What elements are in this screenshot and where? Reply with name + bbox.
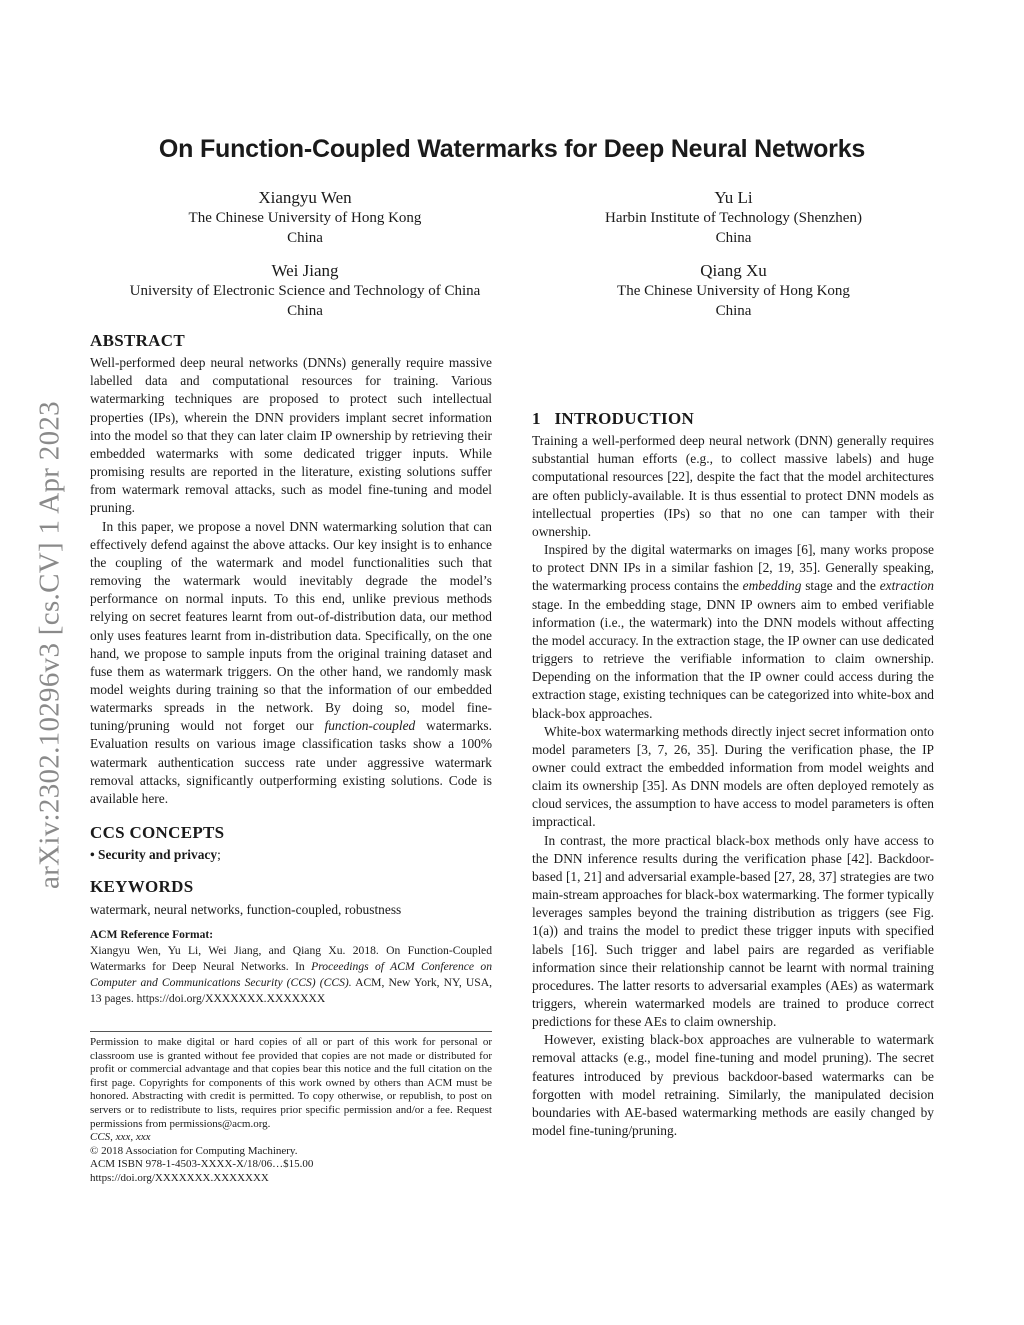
- intro-paragraph: Training a well-performed deep neural network (DNN) generally requires substantial human efforts (e.g., to collect massive labels) and huge computational resources [22], despite the fact that the model architectures are often publicly-available. It is thus essential to protect DNN models as intellectual properties (IPs) so that no one can tamper with their ownership.: [532, 433, 934, 539]
- isbn: ACM ISBN 978-1-4503-XXXX-X/18/06…$15.00: [90, 1158, 314, 1171]
- keywords-heading: KEYWORDS: [90, 877, 194, 897]
- right-column: [532, 410, 934, 1140]
- text-span: watermarks. Evaluation results on various image classification tasks show a 100% watermark authentication success rate under aggressive watermark removal attacks, significantly outperforming existing solutions. Code is available here.: [90, 718, 492, 806]
- keywords-text: watermark, neural networks, function-coupled, robustness: [90, 901, 402, 917]
- divider: [90, 1031, 492, 1032]
- text-span: Inspired by the digital watermarks on images [6], many works propose to protect DNN IPs in a similar fashion [2, 19, 35]. Generally speaking, the watermarking process contains the: [532, 542, 934, 594]
- text-span: In this paper, we propose a novel DNN watermarking solution that can effectively defend against the above attacks. Our key insight is to enhance the coupling of the watermark and model functionalities such that removing the watermark would inevitably degrade the model’s performance on normal inputs. To this end, unlike previous methods relying on secret features learnt from out-of-distribution data, our method only uses features learnt from in-distribution data. Specifically, on the one hand, we propose to sample inputs from the original training dataset and fuse them as watermark triggers. On the other hand, we randomly mask model weights during training so that the information of our embedded watermarks spreads in the network. By doing so, model fine-tuning/pruning would not forget our: [90, 518, 492, 734]
- author-name: Yu Li: [714, 188, 753, 207]
- abstract-paragraph: Well-performed deep neural networks (DNNs) generally require massive labelled data and computational resources for training. Various watermarking techniques are proposed to protect such intellectual properties (IPs), wherein the DNN providers implant secret information into the model so that they can later claim IP ownership by retrieving their embedded watermarks with some dedicated trigger inputs. While promising results are reported in the literature, existing solutions suffer from watermark removal attacks, such as model fine-tuning and model pruning.: [90, 355, 492, 516]
- intro-paragraph: [532, 541, 934, 723]
- author-affiliation: The Chinese University of Hong Kong: [617, 283, 850, 299]
- text-span: ;: [217, 847, 221, 863]
- intro-paragraph: In contrast, the more practical black-box methods only have access to the DNN inference results during the verification phase [42]. Backdoor-based [1, 21] and adversarial example-based [27, 28, 37] strategies are two main-stream approaches for black-box watermarking. The former typically leverages samples beyond the training distribution as triggers (see Fig. 1(a)) and trains the model to predict these trigger inputs with specified labels [16]. Such trigger and label pairs are regarded as verifiable information since their relationship cannot be learnt with normal training procedures. The latter resorts to adversarial examples (AEs) as watermark triggers, wherein watermarked models are trained to produce correct predictions for these AEs to claim ownership.: [532, 832, 934, 1030]
- author-block: [90, 260, 520, 321]
- paper-title: On Function-Coupled Watermarks for Deep Neural Networks: [158, 135, 866, 163]
- author-name: Wei Jiang: [271, 261, 339, 280]
- permission-block: [90, 1031, 492, 1186]
- ccs-heading: CCS CONCEPTS: [90, 823, 225, 843]
- author-country: China: [715, 302, 752, 319]
- abstract-heading: ABSTRACT: [90, 331, 185, 350]
- italic-venue: Proceedings of ACM Conference on Computer and Communications Security (CCS) (CCS).: [90, 959, 492, 989]
- permission-text: Permission to make digital or hard copies of all or part of this work for personal or classroom use is granted without fee provided that copies are not made or distributed for profit or commercial advantage and that copies bear this notice and the full citation on the first page. Copyrights for components of this work owned by others than ACM must be honored. Abstracting with credit is permitted. To copy otherwise, or republish, to post on servers or to redistribute to lists, requires prior specific permission and/or a fee. Request permissions from permissions@acm.org.: [90, 1036, 492, 1130]
- author-affiliation: The Chinese University of Hong Kong: [188, 210, 422, 226]
- doi-link[interactable]: https://doi.org/XXXXXXX.XXXXXXX: [90, 1171, 269, 1184]
- left-column: [90, 332, 492, 1007]
- intro-heading: 1 INTRODUCTION: [532, 409, 695, 428]
- author-block: [532, 187, 935, 248]
- author-block: [532, 260, 935, 321]
- author-affiliation: Harbin Institute of Technology (Shenzhen): [605, 210, 862, 226]
- arxiv-stamp: arXiv:2302.10296v3 [cs.CV] 1 Apr 2023: [33, 401, 66, 889]
- italic-term: function-coupled: [324, 718, 416, 734]
- text-span: ACM, New York, NY, USA, 13 pages. https://doi.org/XXXXXXX.XXXXXXX: [90, 975, 492, 1005]
- intro-paragraph: However, existing black-box approaches are vulnerable to watermark removal attacks (e.g., model fine-tuning and model pruning). The secret features introduced by previous backdoor-based watermarks can be forgotten with model retraining. Similarly, the manipulated decision boundaries with AE-based watermarking methods are easily changed by model fine-tuning/pruning.: [532, 1032, 934, 1139]
- ccs-concept: • Security and privacy: [90, 847, 218, 863]
- author-name: Xiangyu Wen: [258, 188, 352, 207]
- text-span: stage and the: [801, 578, 880, 594]
- author-country: China: [715, 229, 752, 246]
- italic-term: extraction: [879, 578, 934, 594]
- copyright: © 2018 Association for Computing Machinery.: [90, 1144, 298, 1157]
- author-block: [90, 187, 520, 248]
- acm-reference-heading: ACM Reference Format:: [90, 928, 214, 941]
- text-span: Xiangyu Wen, Yu Li, Wei Jiang, and Qiang Xu. 2018. On Function-Coupled Watermarks for Deep Neural Networks. In: [90, 943, 492, 973]
- italic-term: embedding: [742, 578, 802, 594]
- author-name: Qiang Xu: [700, 261, 767, 280]
- text-span: stage. In the embedding stage, DNN IP owners aim to embed verifiable information (i.e., the watermark) into the DNN models without affecting the model accuracy. In the extraction stage, the IP owner can use dedicated triggers to retrieve the verifiable information to claim ownership. Depending on the information that the IP owner could access during the extraction stage, existing techniques can be categorized into white-box and black-box approaches.: [532, 596, 934, 721]
- abstract-paragraph: [90, 518, 492, 809]
- venue: CCS, xxx, xxx: [90, 1131, 151, 1144]
- author-affiliation: University of Electronic Science and Technology of China: [129, 283, 481, 299]
- intro-paragraph: White-box watermarking methods directly inject secret information onto model parameters [3, 7, 26, 35]. During the verification phase, the IP owner could extract the embedded information from model weights and claim its ownership [35]. As DNN models are often deployed remotely as cloud services, the assumption to have access to model parameters is often impractical.: [532, 723, 934, 830]
- author-country: China: [287, 229, 323, 246]
- ccs-concepts: [90, 846, 492, 864]
- author-country: China: [287, 302, 323, 319]
- acm-reference: [90, 927, 492, 1007]
